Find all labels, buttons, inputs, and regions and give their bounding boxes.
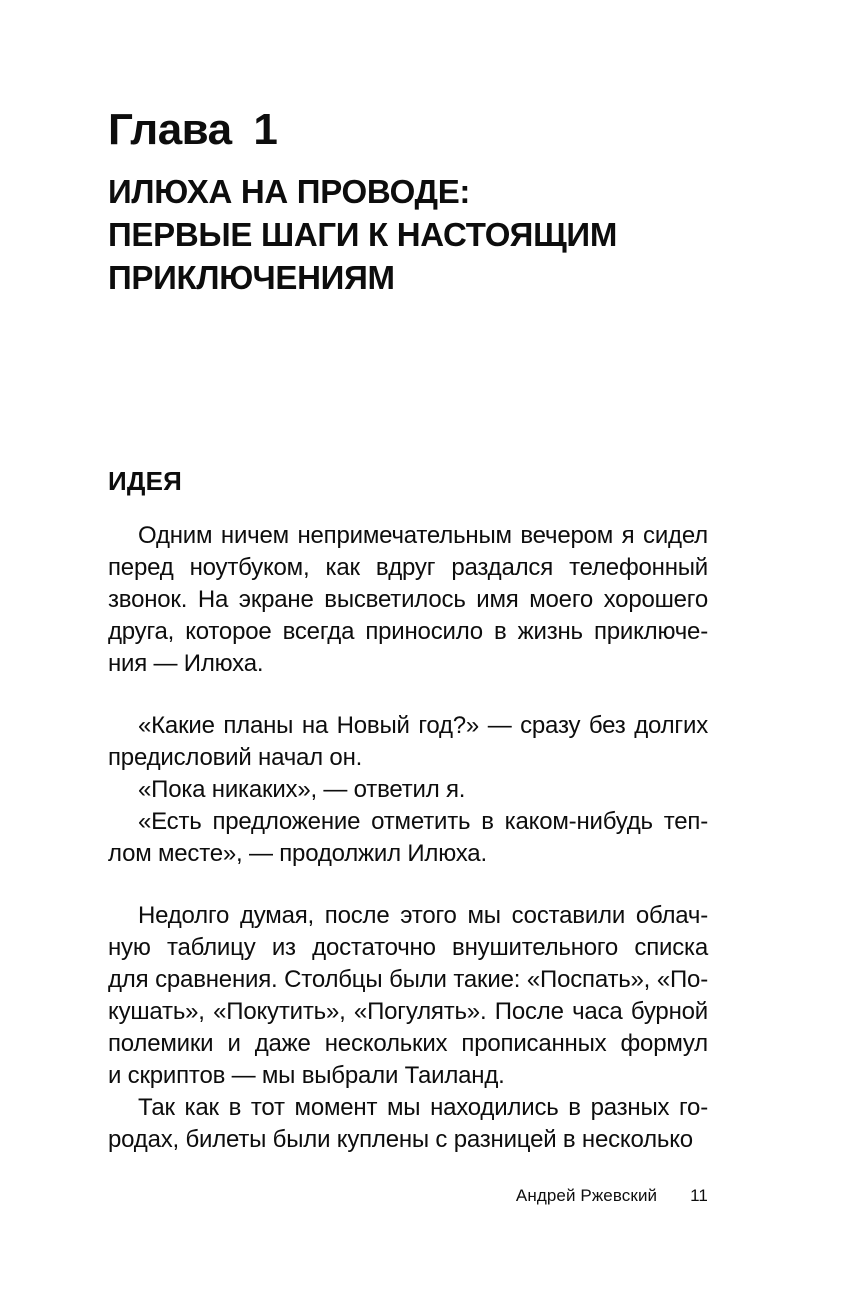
- section-heading: ИДЕЯ: [108, 466, 183, 496]
- text-line: ния — Илюха.: [108, 650, 264, 677]
- text-line: Недолго думая, после этого мы составили облач-: [138, 902, 708, 929]
- chapter-title-line: ПЕРВЫЕ ШАГИ К НАСТОЯЩИМ: [108, 216, 618, 253]
- text-line: перед ноутбуком, как вдруг раздался телефонный: [108, 554, 708, 581]
- text-line: родах, билеты были куплены с разницей в несколько: [108, 1126, 693, 1153]
- text-line: кушать», «Покутить», «Погулять». После часа бурной: [108, 998, 708, 1025]
- paragraph: [108, 806, 708, 870]
- chapter-label: Глава 1: [108, 105, 278, 154]
- paragraph: [108, 520, 708, 680]
- footer-page-number: 11: [690, 1186, 708, 1205]
- page-footer: [108, 1186, 708, 1206]
- chapter-title-line: ИЛЮХА НА ПРОВОДЕ:: [108, 173, 471, 210]
- text-line: звонок. На экране высветилось имя моего хорошего: [108, 586, 708, 613]
- paragraph: [108, 774, 708, 806]
- chapter-title: [108, 170, 748, 299]
- paragraph: [108, 710, 708, 774]
- footer-author: Андрей Ржевский: [515, 1186, 658, 1205]
- text-line: и скриптов — мы выбрали Таиланд.: [108, 1062, 505, 1089]
- text-line: «Есть предложение отметить в каком-нибудь теп-: [138, 808, 708, 835]
- text-line: Одним ничем непримечательным вечером я сидел: [138, 522, 708, 549]
- paragraph: [108, 900, 708, 1092]
- text-line: друга, которое всегда приносило в жизнь приключе-: [108, 618, 708, 645]
- text-line: полемики и даже нескольких прописанных формул: [108, 1030, 708, 1057]
- text-line: ную таблицу из достаточно внушительного списка: [108, 934, 708, 961]
- text-line: предисловий начал он.: [108, 744, 363, 771]
- text-line: Так как в тот момент мы находились в разных го-: [138, 1094, 708, 1121]
- chapter-title-line: ПРИКЛЮЧЕНИЯМ: [108, 259, 395, 296]
- text-line: «Какие планы на Новый год?» — сразу без долгих: [138, 712, 708, 739]
- body-text: [108, 520, 708, 1156]
- text-line: для сравнения. Столбцы были такие: «Поспать», «По-: [108, 966, 708, 993]
- text-line: «Пока никаких», — ответил я.: [138, 776, 466, 803]
- paragraph: [108, 1092, 708, 1156]
- text-line: лом месте», — продолжил Илюха.: [108, 840, 487, 867]
